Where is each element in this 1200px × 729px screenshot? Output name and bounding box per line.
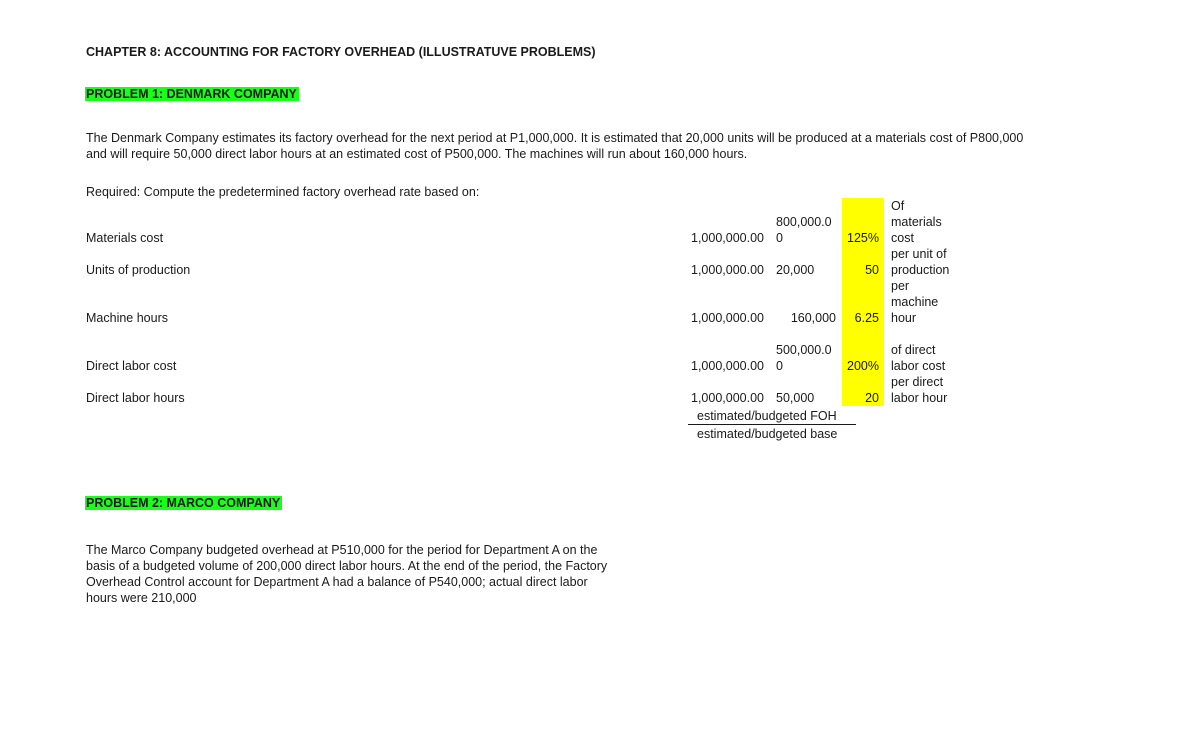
row-base-dlhours: 50,000 — [776, 391, 815, 405]
row-unit-machine-c: hour — [891, 311, 917, 325]
row-rate-machine: 6.25 — [854, 311, 879, 325]
formula-numerator: estimated/budgeted FOH — [697, 409, 837, 423]
row-base-machine: 160,000 — [790, 311, 836, 325]
row-foh-dlhours: 1,000,000.00 — [691, 391, 764, 405]
row-label-dlcost: Direct labor cost — [86, 359, 177, 373]
row-rate-units: 50 — [865, 263, 879, 277]
row-unit-materials-a: Of — [891, 199, 905, 213]
row-unit-dlhours-b: labor hour — [891, 391, 948, 405]
row-unit-units-a: per unit of — [891, 247, 947, 261]
problem2-text-line4: hours were 210,000 — [86, 591, 197, 605]
row-unit-machine-a: per — [891, 279, 910, 293]
row-rate-dlhours: 20 — [865, 391, 879, 405]
row-base-materials-b: 0 — [776, 231, 783, 245]
problem1-text-line2: and will require 50,000 direct labor hours at an estimated cost of P500,000. The machines will run about 160,000 hours. — [86, 147, 748, 161]
row-unit-dlcost-a: of direct — [891, 343, 936, 357]
row-foh-units: 1,000,000.00 — [691, 263, 764, 277]
problem1-heading — [85, 86, 299, 102]
row-label-materials: Materials cost — [86, 231, 164, 245]
row-unit-dlcost-b: labor cost — [891, 359, 946, 373]
row-unit-machine-b: machine — [891, 295, 939, 309]
row-foh-dlcost: 1,000,000.00 — [691, 359, 764, 373]
row-foh-materials: 1,000,000.00 — [691, 231, 764, 245]
row-base-materials-a: 800,000.0 — [776, 215, 832, 229]
problem1-text-line1: The Denmark Company estimates its factory overhead for the next period at P1,000,000. It is estimated that 20,000 units will be produced at a materials cost of P800,000 — [86, 131, 1024, 145]
row-base-units: 20,000 — [776, 263, 815, 277]
row-label-dlhours: Direct labor hours — [86, 391, 185, 405]
row-base-dlcost-a: 500,000.0 — [776, 343, 832, 357]
problem2-heading-text: PROBLEM 2: MARCO COMPANY — [86, 496, 281, 510]
problem1-required: Required: Compute the predetermined factory overhead rate based on: — [86, 185, 480, 199]
row-unit-materials-c: cost — [891, 231, 914, 245]
row-label-units: Units of production — [86, 263, 191, 277]
formula-divider — [688, 424, 856, 425]
problem1-heading-text: PROBLEM 1: DENMARK COMPANY — [86, 87, 297, 101]
problem2-heading — [85, 495, 282, 511]
row-unit-dlhours-a: per direct — [891, 375, 944, 389]
row-label-machine: Machine hours — [86, 311, 168, 325]
row-unit-materials-b: materials — [891, 215, 942, 229]
formula-denominator: estimated/budgeted base — [697, 427, 838, 441]
chapter-title: CHAPTER 8: ACCOUNTING FOR FACTORY OVERHEAD (ILLUSTRATUVE PROBLEMS) — [86, 45, 596, 59]
row-rate-materials: 125% — [847, 231, 879, 245]
row-unit-units-b: production — [891, 263, 950, 277]
problem2-text-line2: basis of a budgeted volume of 200,000 direct labor hours. At the end of the period, the Factory — [86, 559, 608, 573]
row-rate-dlcost: 200% — [847, 359, 879, 373]
problem2-text-line3: Overhead Control account for Department A had a balance of P540,000; actual direct labor — [86, 575, 588, 589]
row-base-dlcost-b: 0 — [776, 359, 783, 373]
problem2-text-line1: The Marco Company budgeted overhead at P510,000 for the period for Department A on the — [86, 543, 598, 557]
row-foh-machine: 1,000,000.00 — [691, 311, 764, 325]
